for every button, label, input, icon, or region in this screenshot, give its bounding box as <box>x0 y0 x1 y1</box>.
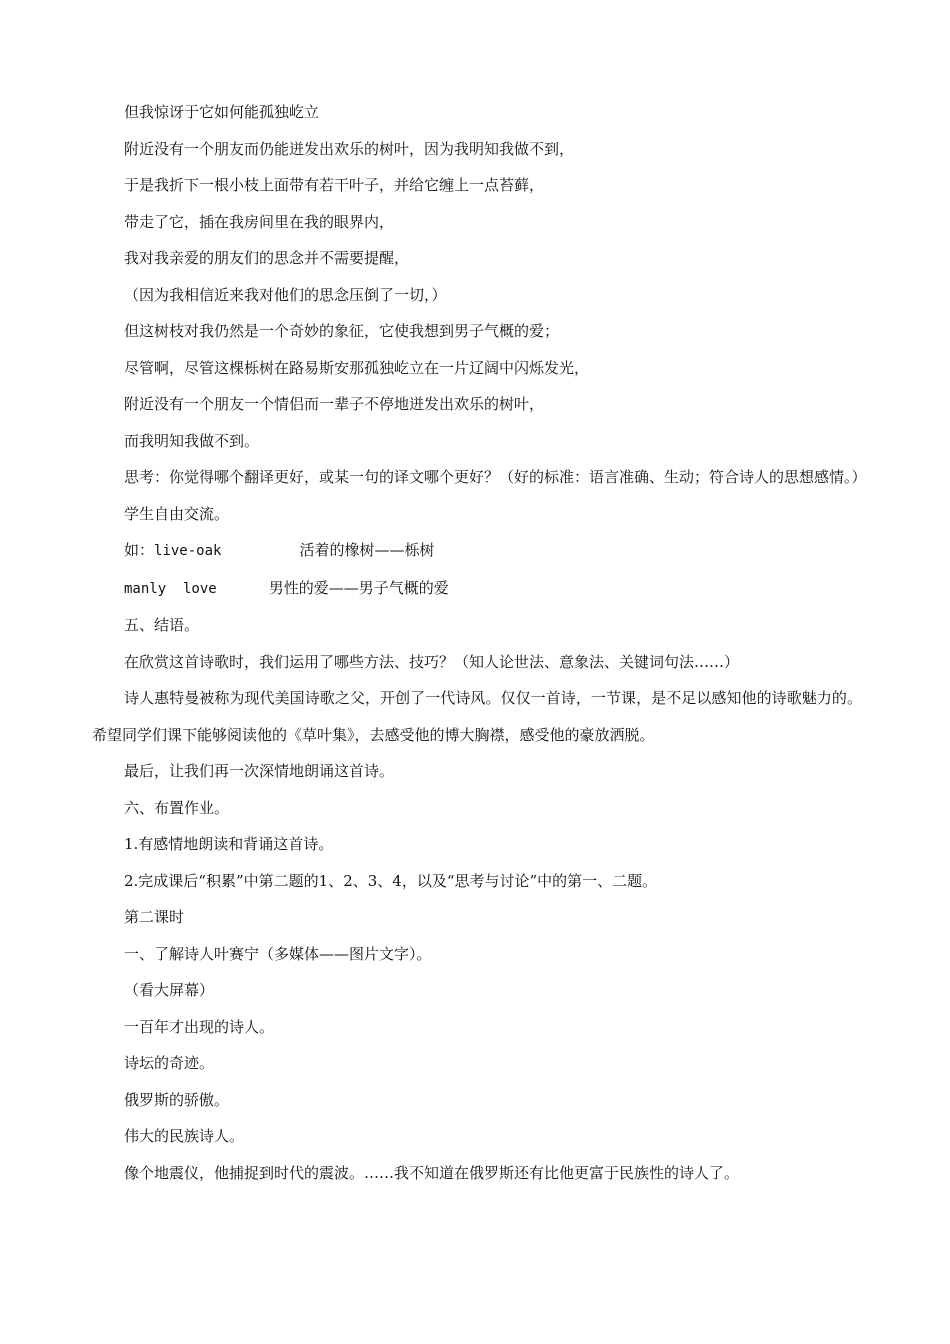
section-heading: 一、了解诗人叶赛宁（多媒体——图片文字）。 <box>124 944 432 963</box>
example-translation: 男性的爱——男子气概的爱 <box>268 578 449 597</box>
poem-line: （因为我相信近来我对他们的思念压倒了一切，） <box>124 285 447 304</box>
screen-line: 伟大的民族诗人。 <box>124 1127 245 1145</box>
screen-line: 像个地震仪，他捕捉到时代的震波。……我不知道在俄罗斯还有比他更富于民族性的诗人了。 <box>124 1163 740 1182</box>
screen-line: 俄罗斯的骄傲。 <box>124 1090 230 1109</box>
document-body <box>92 94 867 1191</box>
poem-line: 于是我折下一根小枝上面带有若干叶子，并给它缠上一点苔藓， <box>124 176 545 194</box>
section-heading: 五、结语。 <box>124 616 200 634</box>
poem-line: 附近没有一个朋友而仍能迸发出欢乐的树叶，因为我明知我做不到， <box>124 139 575 158</box>
poem-line: 但这树枝对我仍然是一个奇妙的象征，它使我想到男子气概的爱； <box>124 322 560 340</box>
poem-line: 带走了它，插在我房间里在我的眼界内， <box>124 212 395 231</box>
homework-item: 2.完成课后“积累”中第二题的1、2、3、4，以及“思考与讨论”中的第一、二题。 <box>124 871 658 890</box>
screen-note: （看大屏幕） <box>124 981 215 999</box>
section-heading: 六、布置作业。 <box>124 798 230 817</box>
student-exchange: 学生自由交流。 <box>124 504 230 523</box>
think-paragraph: 思考：你觉得哪个翻译更好，或某一句的译文哪个更好？（好的标准：语言准确、生动；符合诗人的思想感情。） <box>124 468 867 486</box>
screen-line: 一百年才出现的诗人。 <box>124 1017 275 1036</box>
poem-line: 尽管啊，尽管这棵栎树在路易斯安那孤独屹立在一片辽阔中闪烁发光， <box>124 358 590 377</box>
homework-item: 1.有感情地朗读和背诵这首诗。 <box>124 835 334 853</box>
example-term: manly love <box>124 580 217 597</box>
example-manly-love <box>92 570 862 608</box>
section-question: 在欣赏这首诗歌时，我们运用了哪些方法、技巧？（知人论世法、意象法、关键词句法……） <box>124 652 740 671</box>
poem-line: 而我明知我做不到。 <box>124 431 260 450</box>
lesson-title: 第二课时 <box>124 908 185 926</box>
example-prefix: 如： <box>124 541 155 559</box>
section-paragraph: 诗人惠特曼被称为现代美国诗歌之父，开创了一代诗风。仅仅一首诗，一节课，是不足以感知他的诗歌魅力的。希望同学们课下能够阅读他的《草叶集》，去感受他的博大胸襟，感受他的豪放洒脱。 <box>92 689 862 744</box>
example-live-oak <box>92 532 862 570</box>
section-closing: 最后，让我们再一次深情地朗诵这首诗。 <box>124 762 395 780</box>
poem-line: 但我惊讶于它如何能孤独屹立 <box>124 103 320 121</box>
example-term: live-oak <box>154 543 222 559</box>
example-translation: 活着的橡树——栎树 <box>299 541 435 559</box>
poem-line: 附近没有一个朋友一个情侣而一辈子不停地迸发出欢乐的树叶， <box>124 395 545 413</box>
screen-line: 诗坛的奇迹。 <box>124 1054 215 1072</box>
poem-line: 我对我亲爱的朋友们的思念并不需要提醒， <box>124 249 410 267</box>
